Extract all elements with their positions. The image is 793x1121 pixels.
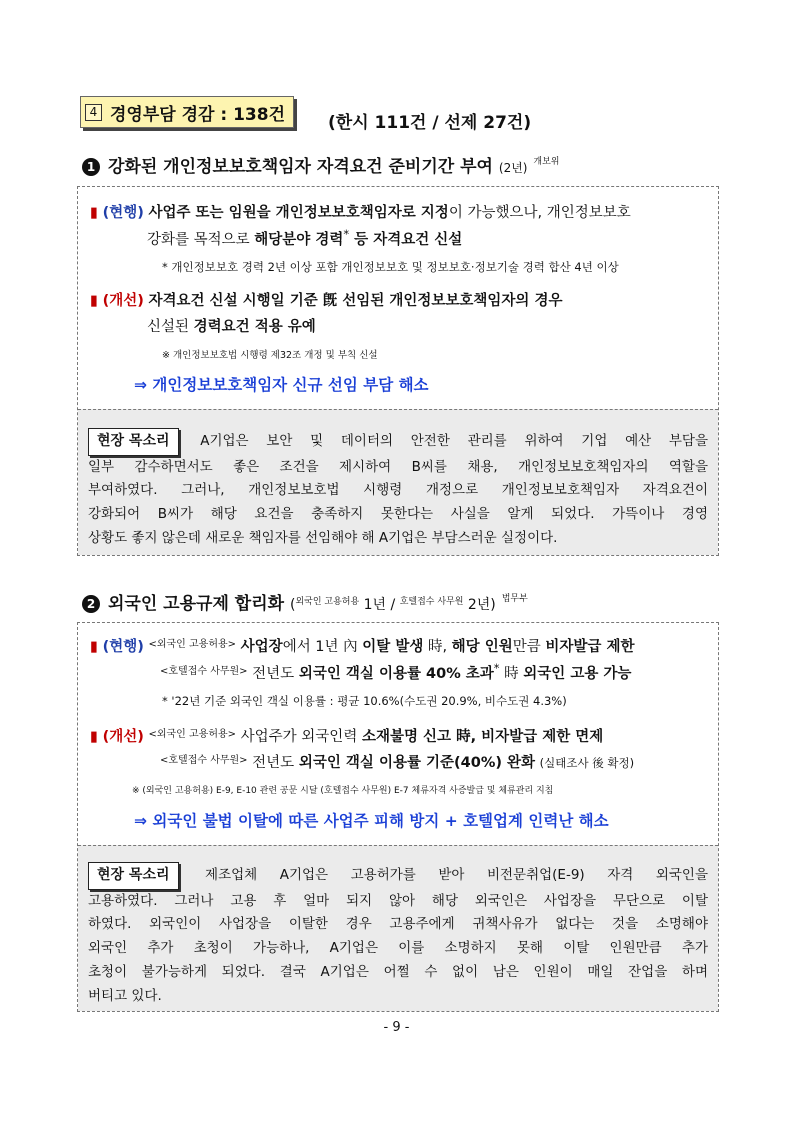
item1-voice-box (78, 409, 718, 555)
item2-current-note: * '22년 기준 외국인 객실 이용률 : 평균 10.6%(수도권 20.9%, 비수도권 4.3%) (162, 694, 567, 708)
item1-bullet: 1 (82, 158, 100, 176)
item2-ministry: 법무부 (501, 594, 528, 604)
section-number: 4 (85, 104, 102, 121)
item1-box (77, 186, 719, 556)
item2-title: 2 외국인 고용규제 합리화 ($^{외국인 고용허용}$ 1년 / $^{호텔접수 사무원}$ 2년) $^{법무부}$ (82, 589, 528, 614)
item2-improve-note: ※ (외국인 고용허용) E-9, E-10 관련 공문 시달 (호텔접수 사무원) E-7 체류자격 사증발급 및 체류관리 지침 (132, 786, 554, 796)
item1-title (82, 152, 560, 177)
item2-voice-tag: 현장 목소리 (88, 862, 179, 890)
item2-box-upper (78, 623, 718, 845)
section-subtitle: (한시 111건 / 선제 27건) (328, 113, 532, 133)
item2-improve-line1: ▮ (개선) $^{<외국인 고용허용>}$ 사업주가 외국인력 소재불명 신고 時, 비자발급 제한 면제 (90, 729, 604, 745)
item1-ministry: 개보위 (533, 157, 560, 167)
item2-voice-box (78, 845, 718, 1011)
item1-voice-tag: 현장 목소리 (88, 428, 179, 456)
item1-title-text: 강화된 개인정보보호책임자 자격요건 준비기간 부여 (108, 157, 493, 177)
page-number: - 9 - (383, 1020, 410, 1035)
item1-improve-line1: ▮ (개선) 자격요건 신설 시행일 기준 旣 선임된 개인정보보호책임자의 경우 (90, 293, 563, 309)
item1-current-label: (현행) (102, 205, 144, 221)
item2-box (77, 622, 719, 1012)
section-header (80, 96, 540, 132)
item2-current-line2: $^{<호텔접수 사무원>}$ 전년도 외국인 객실 이용률 40% 초과* 時 외국인 고용 가능 (160, 661, 632, 682)
item1-current-line2: 강화를 목적으로 해당분야 경력* 등 자격요건 신설 (147, 227, 463, 248)
item1-period: (2년) (498, 161, 528, 175)
item2-title-text: 외국인 고용규제 합리화 (108, 594, 285, 614)
item2-result: ⇒ 외국인 불법 이탈에 따른 사업주 피해 방지 + 호텔업계 인력난 해소 (134, 812, 609, 830)
item1-voice-text: 현장 목소리 A기업은 보안 및 데이터의 안전한 관리를 위하여 기업 예산 부담을 일부 감수하면서도 좋은 조건을 제시하여 B씨를 채용, 개인정보보호책임자의 역할을 부여하였다. 그러나, 개인정보보호법 시행령 개정으로 개인정보보호책임자 자격요건이 강화되어 B씨가 해당 요건을 충족하지 못한다는 사실을 알게 되었다. 가뜩이나 경영 상황도 좋지 않은데 새로운 책임자를 선임해야 해 A기업은 부담스러운 실정이다. (88, 428, 708, 551)
item1-current-line1: ▮ (현행) 사업주 또는 임원을 개인정보보호책임자로 지정이 가능했으나, 개인정보보호 (90, 205, 631, 221)
section-title: 경영부담 경감 : 138건 (110, 104, 285, 125)
item2-bullet: 2 (82, 595, 100, 613)
item2-voice-text: 현장 목소리 제조업체 A기업은 고용허가를 받아 비전문취업(E-9) 자격 외국인을 고용하였다. 그러나 고용 후 얼마 되지 않아 해당 외국인은 사업장을 무단으로 이탈 하였다. 외국인이 사업장을 이탈한 경우 고용주에게 귀책사유가 없다는 것을 소명해야 외국인 추가 초청이 가능하나, A기업은 이를 소명하지 못해 이탈 인원만큼 추가 초청이 불가능하게 되었다. 결국 A기업은 어쩔 수 없이 남은 인원이 매일 잔업을 하며 버티고 있다. (88, 862, 708, 1008)
section-badge (80, 96, 294, 128)
item2-current-label: (현행) (102, 639, 144, 655)
item2-current-line1: ▮ (현행) $^{<외국인 고용허용>}$ 사업장에서 1년 內 이탈 발생 時, 해당 인원만큼 비자발급 제한 (90, 639, 635, 655)
item2-improve-label: (개선) (102, 729, 144, 745)
item1-improve-label: (개선) (102, 293, 144, 309)
item1-box-upper (78, 187, 718, 409)
item1-current-note: * 개인정보보호 경력 2년 이상 포함 개인정보보호 및 정보보호·정보기술 경력 합산 4년 이상 (162, 260, 619, 274)
item1-improve-note: ※ 개인정보보호법 시행령 제32조 개정 및 부칙 신설 (162, 350, 378, 361)
item1-result: ⇒ 개인정보보호책임자 신규 선임 부담 해소 (134, 376, 429, 394)
item1-improve-line2: 신설된 경력요건 적용 유예 (147, 319, 316, 335)
item2-improve-line2: $^{<호텔접수 사무원>}$ 전년도 외국인 객실 이용률 기준(40%) 완화 (실태조사 後 확정) (160, 755, 635, 771)
